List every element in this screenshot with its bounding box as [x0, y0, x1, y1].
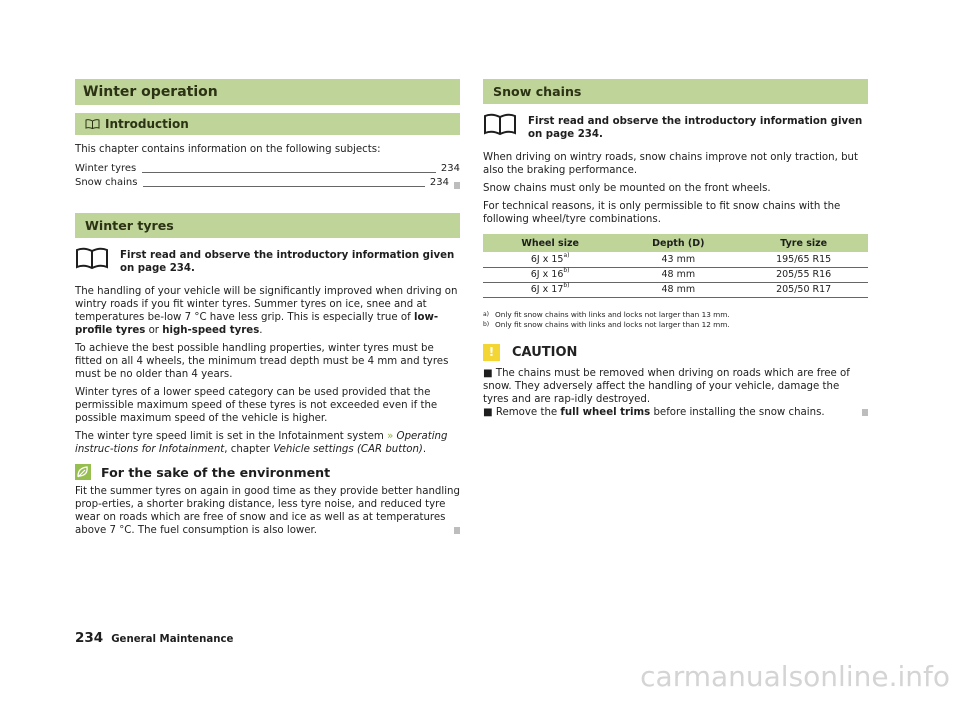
watermark: carmanualsonline.info: [640, 660, 950, 693]
winter-tyres-paragraph-2: To achieve the best possible handling properties, winter tyres must be fitted on all 4 wheels, the minimum tread depth must be 4 mm and tyres must be no older than 4 years.: [75, 343, 449, 380]
footnotes: [483, 310, 868, 330]
italic-text: Vehicle settings (CAR button): [273, 444, 423, 455]
environment-title: For the sake of the environment: [101, 464, 331, 480]
environment-heading: [75, 464, 460, 480]
wheel-size-cell: [483, 282, 617, 297]
text: , chapter: [224, 444, 274, 455]
winter-tyres-paragraph-4: [75, 430, 460, 456]
wheel-size-cell: [483, 267, 617, 282]
column-header: Wheel size: [483, 234, 617, 252]
footnote: [483, 320, 868, 330]
footnote-mark: a): [483, 310, 490, 318]
toc-page: 234: [429, 177, 449, 188]
cell-text: 6J x 16: [530, 269, 564, 280]
introduction-heading: [75, 113, 460, 135]
table-row: [483, 267, 868, 282]
read-first-text: First read and observe the introductory information given on page 234.: [120, 250, 455, 274]
cell-text: 6J x 15: [530, 253, 564, 265]
intro-text: This chapter contains information on the following subjects:: [75, 144, 381, 155]
snow-chains-table: [483, 234, 868, 298]
cell-text: 6J x 17: [530, 284, 564, 295]
snow-chains-paragraph-3: For technical reasons, it is only permissible to fit snow chains with the following wheel/tyre combinations.: [483, 201, 841, 225]
toc-leader: [143, 186, 425, 187]
tyre-size-cell: 205/50 R17: [739, 282, 868, 297]
depth-cell: 48 mm: [617, 267, 739, 282]
toc-entry-snow-chains[interactable]: [75, 175, 460, 189]
reference-arrow[interactable]: »: [387, 431, 394, 442]
read-first-note: [483, 112, 868, 141]
book-icon: [85, 119, 100, 129]
footnote: [483, 310, 868, 320]
section-end-mark: [454, 527, 460, 534]
tyre-size-cell: 205/55 R16: [739, 267, 868, 282]
caution-title: CAUTION: [512, 344, 578, 360]
text: before installing the snow chains.: [650, 406, 825, 418]
toc: [75, 161, 460, 189]
caution-bullet-1: ■ The chains must be removed when driving on roads which are free of snow. They adversely affect the handling of your vehicle, damage the tyres and are rap-idly destroyed.: [483, 367, 850, 405]
leaf-icon: [75, 464, 91, 480]
chapter-title: General Maintenance: [111, 634, 234, 645]
snow-chains-heading: Snow chains: [483, 79, 868, 104]
warning-icon: !: [483, 344, 500, 361]
right-column: [483, 79, 868, 424]
wheel-size-cell: [483, 252, 617, 267]
depth-cell: 48 mm: [617, 282, 739, 297]
bold-text: high-speed tyres: [162, 325, 260, 336]
table-header-row: [483, 234, 868, 252]
reference-link[interactable]: Operating instruc-tions for Infotainment: [75, 431, 448, 455]
read-first-text: First read and observe the introductory information given on page 234.: [528, 116, 863, 140]
table-row: [483, 252, 868, 267]
snow-chains-paragraph-1: When driving on wintry roads, snow chains improve not only traction, but also the braking performance.: [483, 152, 858, 176]
section-end-mark: [454, 182, 460, 189]
footnote-mark: b): [563, 267, 570, 274]
text: Fit the summer tyres on again in good time as they provide better handling prop-erties, a shorter braking distance, less tyre noise, and reduced tyre wear on roads which are free of snow and ice as well as at temperatures above 7 °C. The fuel consumption is also lower.: [75, 486, 460, 536]
footnote-mark: b): [483, 320, 490, 328]
open-book-icon: [75, 246, 109, 270]
text: ■ Remove the: [483, 406, 561, 418]
footnote-mark: a): [563, 251, 570, 259]
caution-heading: [483, 344, 868, 361]
footnote-text: Only fit snow chains with links and locks not larger than 13 mm.: [495, 309, 730, 319]
toc-label: Winter tyres: [75, 163, 137, 174]
environment-text: [75, 485, 460, 537]
toc-page: 234: [440, 163, 460, 174]
snow-chains-paragraph-2: Snow chains must only be mounted on the front wheels.: [483, 183, 771, 194]
introduction-title: Introduction: [105, 117, 189, 131]
text: .: [259, 325, 263, 336]
text: The handling of your vehicle will be significantly improved when driving on wintry roads if you fit winter tyres. Summer tyres on ice, snee and at temperatures be-low 7 °C have less grip. This is especially true of: [75, 286, 458, 323]
table-row: [483, 282, 868, 297]
page-footer: [75, 630, 233, 646]
winter-tyres-paragraph-3: Winter tyres of a lower speed category can be used provided that the permissible maximum speed of these tyres is not exceeded even if the possible maximum speed of the vehicle is higher.: [75, 387, 438, 424]
open-book-icon: [483, 112, 517, 136]
winter-tyres-paragraph-1: [75, 285, 460, 337]
toc-entry-winter-tyres[interactable]: [75, 161, 460, 175]
toc-label: Snow chains: [75, 177, 138, 188]
column-header: Tyre size: [739, 234, 868, 252]
page-number: 234: [75, 630, 104, 646]
footnote-text: Only fit snow chains with links and locks not larger than 12 mm.: [495, 319, 730, 329]
bold-text: low-profile tyres: [75, 312, 439, 336]
text: .: [422, 444, 427, 455]
caution-bullet-2: [483, 406, 868, 419]
section-end-mark: [862, 409, 868, 416]
bold-text: full wheel trims: [560, 406, 651, 418]
tyre-size-cell: 195/65 R15: [739, 252, 868, 267]
left-column: [75, 79, 460, 542]
section-title: Winter operation: [75, 79, 460, 105]
footnote-mark: b): [563, 282, 570, 289]
column-header: Depth (D): [617, 234, 739, 252]
depth-cell: 43 mm: [617, 252, 739, 267]
winter-tyres-heading: Winter tyres: [75, 213, 460, 238]
toc-leader: [142, 172, 436, 173]
text: or: [145, 325, 163, 336]
read-first-note: [75, 246, 460, 275]
text: The winter tyre speed limit is set in the Infotainment system: [75, 431, 388, 442]
